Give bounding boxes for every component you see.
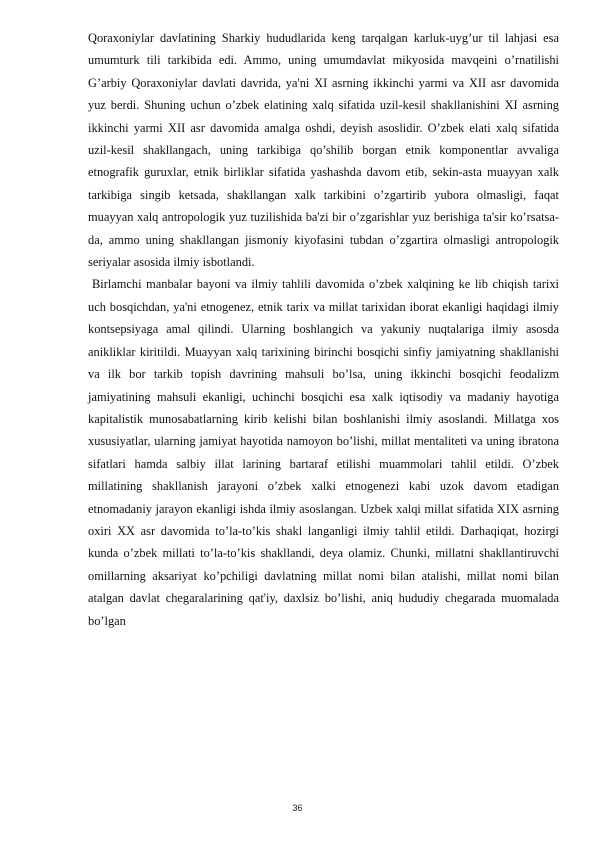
body-text (88, 27, 559, 632)
paragraph-2: Birlamchi manbalar bayoni va ilmiy tahlili davomida o’zbek xalqining ke lib chiqish tarixi uch bosqichdan, ya'ni etnogenez, etnik tarix va millat tarixidan iborat ekanligi haqidagi ilmiy kontsepsiyaga amal qilindi. Ularning boshlangich va yakuniy nuqtalariga ilmiy asosda anikliklar kiritildi. Muayyan xalq tarixining birinchi bosqichi sinfiy jamiyatning shakllanishi va ilk bor tarkib topish davrining mahsuli bo’lsa, uning ikkinchi bosqichi feodalizm jamiyatining mahsuli ekanligi, uchinchi bosqichi esa xalk iqtisodiy va madaniy hayotiga kapitalistik munosabatlarning kirib kelishi bilan boshlanishi ilmiy asoslandi. Millatga xos xususiyatlar, ularning jamiyat hayotida namoyon bo’lishi, millat mentaliteti va uning ibratona sifatlari hamda salbiy illat larining bartaraf etilishi muammolari tahlil etildi. O’zbek millatining shakllanish jarayoni o’zbek xalki etnogenezi kabi uzok davom etadigan etnomadaniy jarayon ekanligi ishda ilmiy asoslangan. Uzbek xalqi millat sifatida XIX asrning oxiri XX asr davomida to’la-to’kis shakl langanligi ilmiy tahlil etildi. Darhaqiqat, hozirgi kunda o’zbek millati to’la-to’kis shakllandi, deya olamiz. Chunki, millatni shakllantiruvchi omillarning aksariyat ko’pchiligi davlatning millat nomi bilan atalishi, millat nomi bilan atalgan davlat chegaralarining qat'iy, daxlsiz bo’lishi, aniq hududiy chegarada muomalada bo’lgan (88, 277, 559, 628)
page-number: 36 (292, 803, 303, 813)
paragraph-1: Qoraxoniylar davlatining Sharkiy hududlarida keng tarqalgan karluk-uyg’ur til lahjasi esa umumturk tili tarkibida edi. Ammo, uning umumdavlat mikyosida mavqeini o’rnatilishi G’arbiy Qoraxoniylar davlati davrida, ya'ni XI asrning ikkinchi yarmi va XII asr davomida yuz berdi. Shuning uchun o’zbek elatining xalq sifatida uzil-kesil shakllanishini XI asrning ikkinchi yarmi XII asr davomida amalga oshdi, deyish asoslidir. O’zbek elati xalq sifatida uzil-kesil shakllangach, uning tarkibiga qo’shilib borgan etnik komponentlar avvaliga etnografik guruxlar, etnik birliklar sifatida yashashda davom etib, sekin-asta muayyan xalk tarkibiga singib ketsada, shakllangan xalk tarkibini o’zgartirib yubora olmasligi, faqat muayyan xalq antropologik yuz tuzilishida ba'zi bir o’zgarishlar yuz berishiga ta'sir ko’rsatsa-da, ammo uning shakllangan jismoniy kiyofasini tubdan o’zgartira olmasligi antropologik seriyalar asosida ilmiy isbotlandi. (88, 31, 559, 270)
